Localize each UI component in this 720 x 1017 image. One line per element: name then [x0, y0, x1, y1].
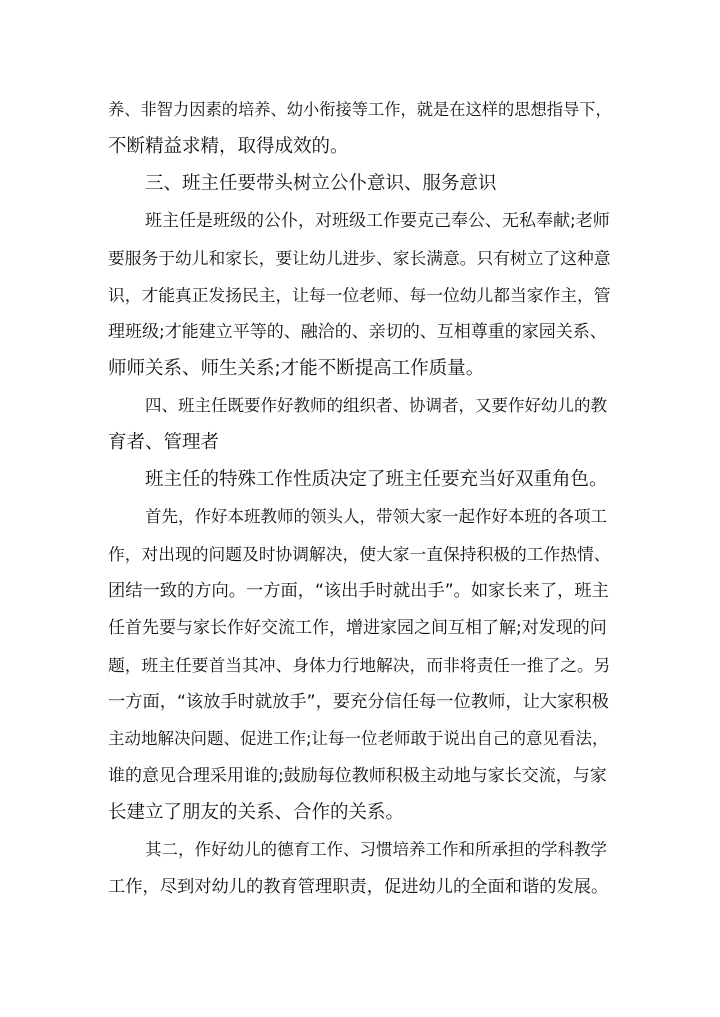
text-line: 养、非智力因素的培养、幼小衔接等工作，就是在这样的思想指导下， [108, 100, 612, 119]
text-line: 要服务于幼儿和家长，要让幼儿进步、家长满意。只有树立了这种意 [108, 248, 611, 268]
text-line: 不断精益求精，取得成效的。 [108, 136, 349, 157]
text-line: 识，才能真正发扬民主，让每一位老师、每一位幼儿都当家作主，管 [108, 285, 611, 305]
section-heading: 育者、管理者 [108, 432, 220, 453]
text-line: 作，对出现的问题及时协调解决，使大家一直保持积极的工作热情、 [108, 544, 611, 564]
text-line: 首先，作好本班教师的领头人，带领大家一起作好本班的各项工 [145, 507, 607, 526]
text-line: 主动地解决问题、促进工作;让每一位老师敢于说出自己的意见看法， [108, 729, 609, 748]
text-line: 团结一致的方向。一方面，“该出手时就出手”。如家长来了，班主 [108, 581, 609, 601]
text-line: 理班级;才能建立平等的、融洽的、亲切的、互相尊重的家园关系、 [108, 322, 607, 342]
text-line: 题，班主任要首当其冲、身体力行地解决，而非将责任一推了之。另 [108, 655, 611, 675]
text-line: 一方面，“该放手时就放手”，要充分信任每一位教师，让大家积极 [108, 692, 609, 712]
text-line: 谁的意见合理采用谁的;鼓励每位教师积极主动地与家长交流，与家 [108, 766, 607, 786]
text-line: 其二，作好幼儿的德育工作、习惯培养工作和所承担的学科教学 [145, 840, 607, 859]
section-heading: 四、班主任既要作好教师的组织者、协调者，又要作好幼儿的教 [145, 396, 607, 415]
text-line: 任首先要与家长作好交流工作，增进家园之间互相了解;对发现的问 [108, 618, 607, 638]
text-line: 长建立了朋友的关系、合作的关系。 [108, 802, 405, 823]
section-heading: 三、班主任要带头树立公仆意识、服务意识 [145, 173, 497, 194]
text-line: 师师关系、师生关系;才能不断提高工作质量。 [108, 358, 485, 379]
text-line: 班主任的特殊工作性质决定了班主任要充当好双重角色。 [145, 469, 608, 490]
text-line: 工作，尽到对幼儿的教育管理职责，促进幼儿的全面和谐的发展。 [108, 877, 609, 897]
text-line: 班主任是班级的公仆，对班级工作要克己奉公、无私奉献;老师 [145, 211, 610, 231]
